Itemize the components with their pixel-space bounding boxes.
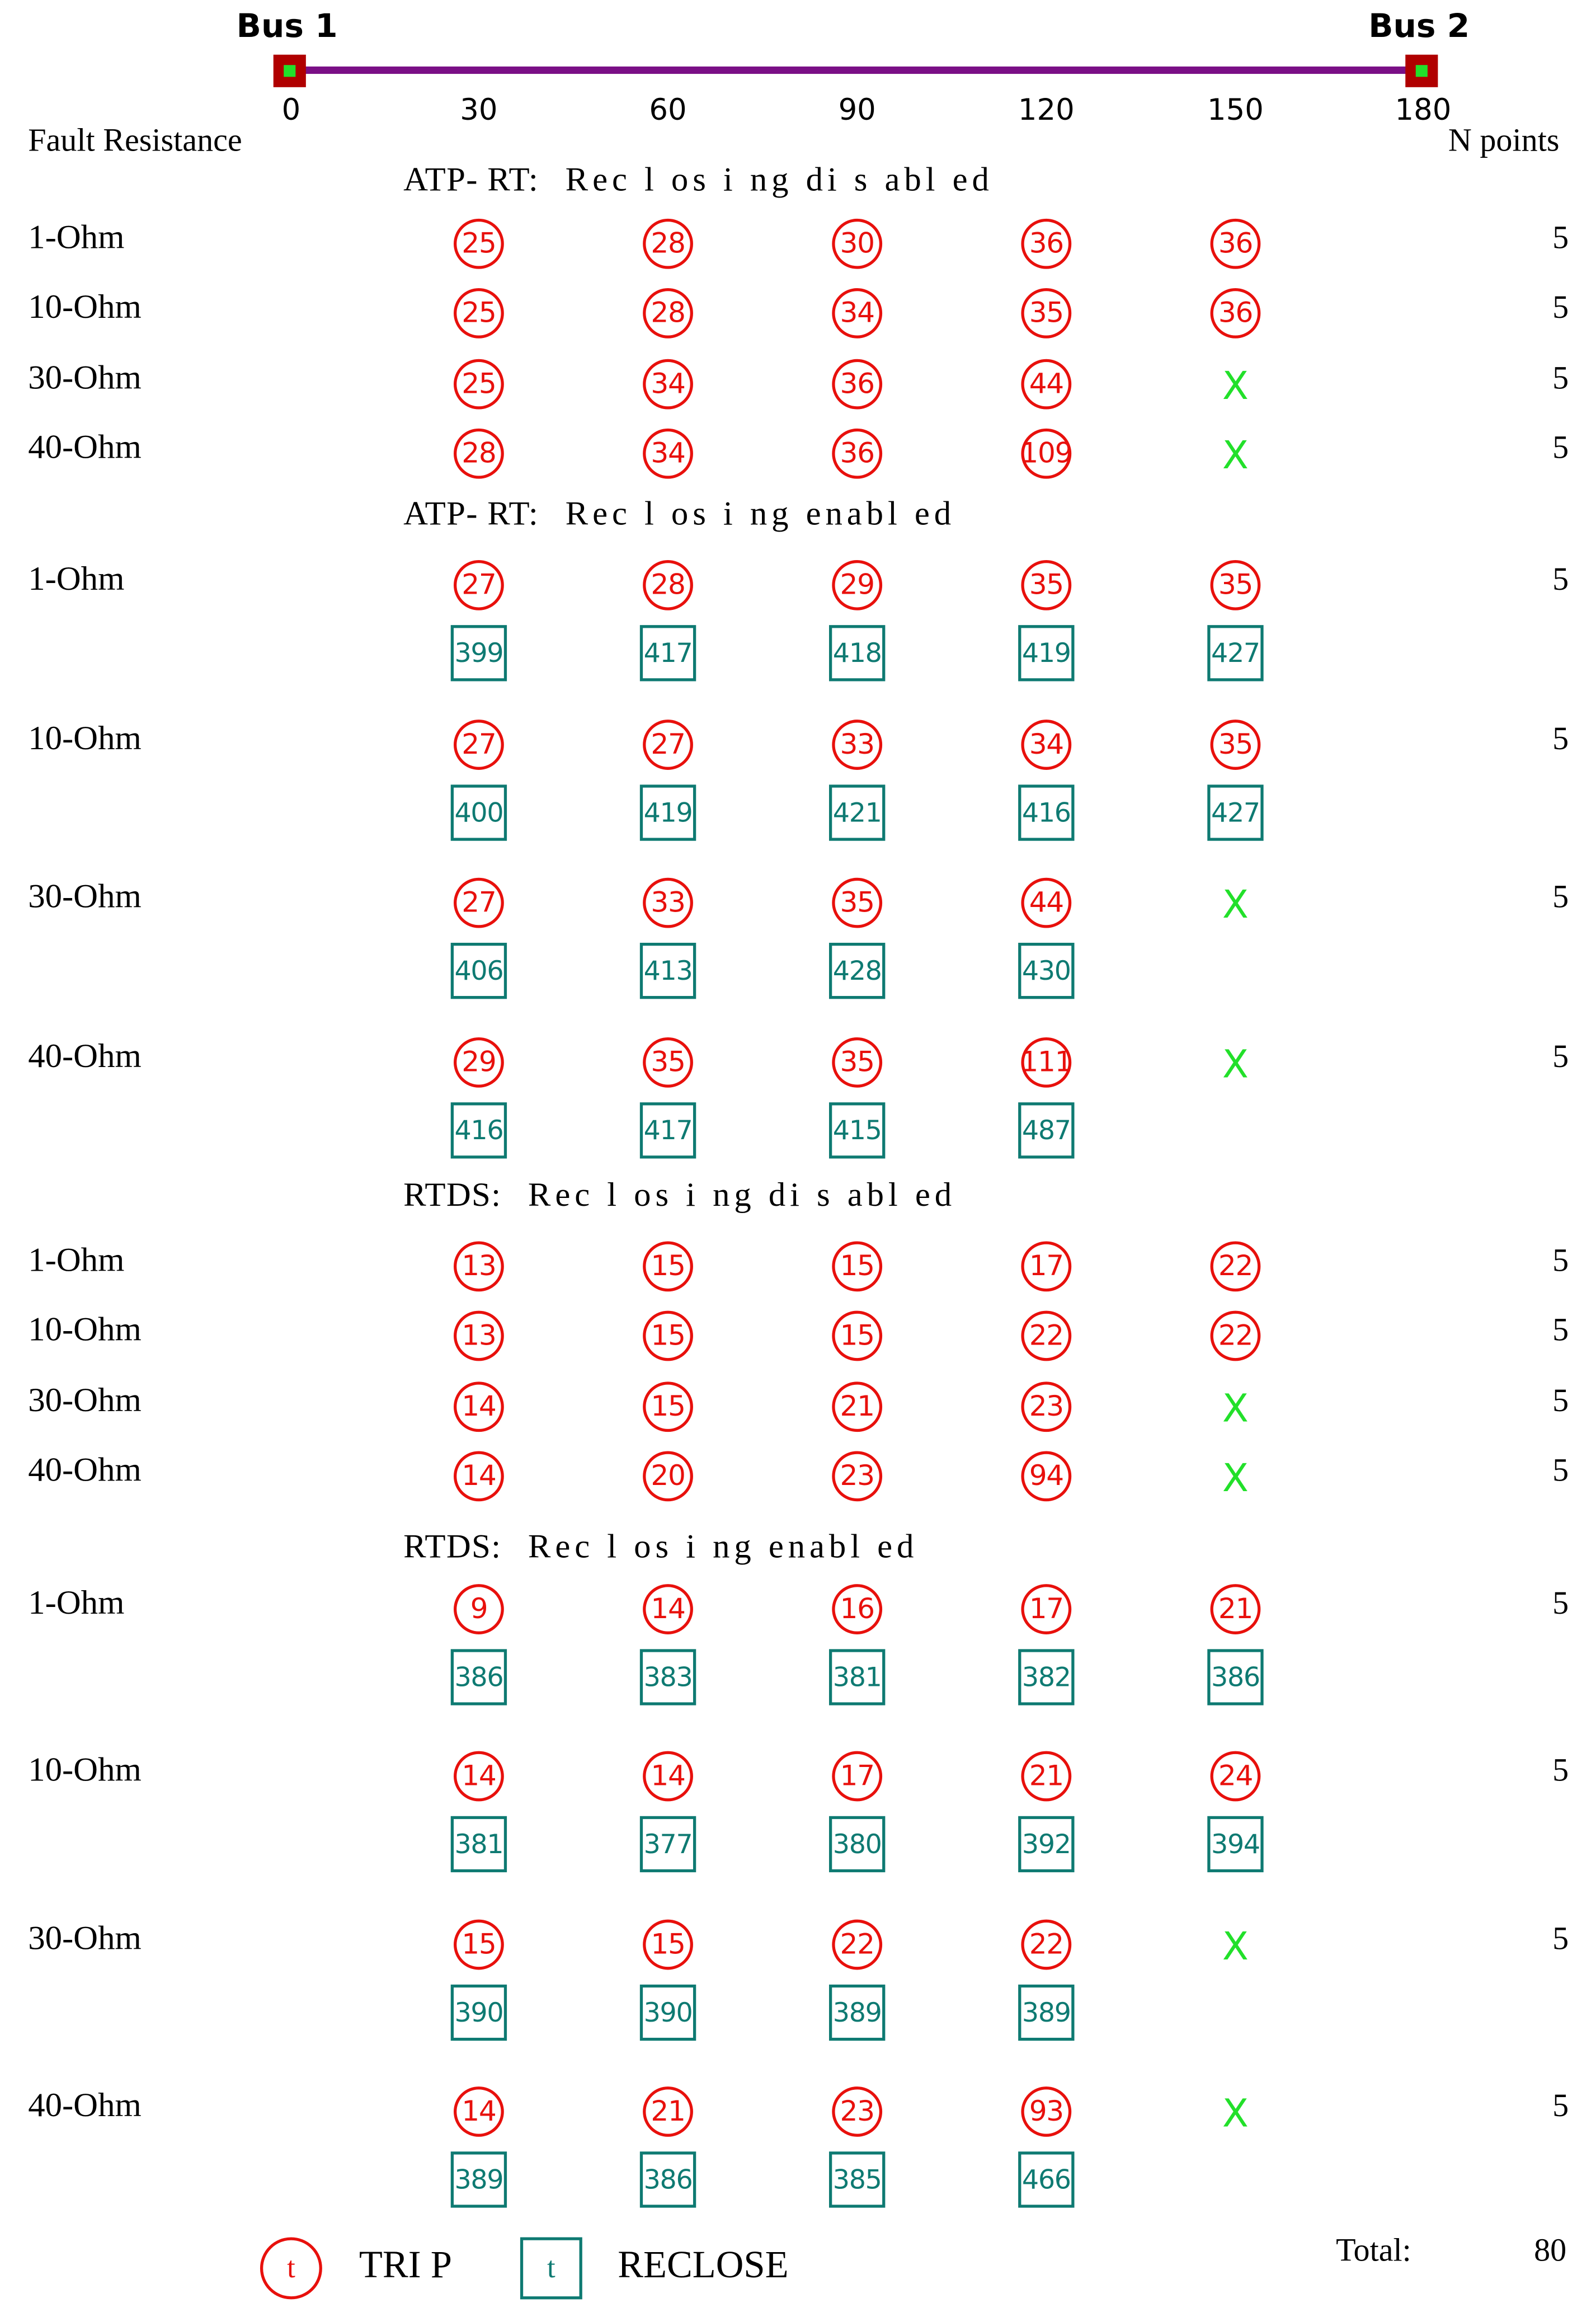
reclose-time-marker: 416 [451, 1102, 507, 1158]
trip-time-marker: 21 [1021, 1751, 1071, 1802]
trip-time-marker: 27 [454, 560, 504, 610]
section-title-words: Rec l os i ng enabl ed [565, 495, 956, 532]
no-trip-mark: X [1222, 365, 1249, 410]
trip-time-marker: 28 [643, 560, 693, 610]
reclose-time-marker: 389 [1018, 1985, 1074, 2041]
position-tick: 60 [649, 91, 687, 128]
reclose-time-marker: 415 [829, 1102, 885, 1158]
trip-time-marker: 94 [1021, 1451, 1071, 1501]
n-points-value: 5 [1552, 1381, 1569, 1419]
reclose-time-marker: 386 [640, 2151, 696, 2207]
trip-time-marker: 22 [1211, 1241, 1261, 1291]
reclose-time-marker: 419 [640, 784, 696, 840]
section-title [403, 1528, 918, 1567]
trip-time-marker: 23 [832, 2086, 882, 2137]
trip-time-marker: 25 [454, 288, 504, 339]
position-tick: 90 [838, 91, 876, 128]
n-points-value: 5 [1552, 428, 1569, 466]
trip-time-marker: 35 [1211, 560, 1261, 610]
trip-time-marker: 13 [454, 1241, 504, 1291]
fault-resistance-label: 10-Ohm [28, 1751, 142, 1788]
fault-resistance-label: 1-Ohm [28, 1584, 125, 1622]
trip-time-marker: 44 [1021, 359, 1071, 410]
section-title-prefix: RTDS: [403, 1528, 502, 1565]
no-trip-mark: X [1222, 1925, 1249, 1970]
trip-time-marker: 36 [1211, 288, 1261, 339]
fault-resistance-label: 40-Ohm [28, 1037, 142, 1075]
trip-time-marker: 23 [832, 1451, 882, 1501]
trip-time-marker: 22 [832, 1920, 882, 1970]
section-title-prefix: ATP- RT: [403, 161, 539, 198]
n-points-value: 5 [1552, 877, 1569, 915]
legend-reclose-label: RECLOSE [618, 2243, 789, 2286]
position-tick: 30 [460, 91, 498, 128]
trip-time-marker: 27 [643, 720, 693, 770]
section-title [403, 1176, 956, 1215]
trip-time-marker: 111 [1021, 1037, 1071, 1088]
trip-time-marker: 20 [643, 1451, 693, 1501]
trip-time-marker: 16 [832, 1584, 882, 1634]
reclose-time-marker: 417 [640, 625, 696, 681]
trip-time-marker: 29 [832, 560, 882, 610]
trip-time-marker: 17 [1021, 1584, 1071, 1634]
trip-time-marker: 25 [454, 359, 504, 410]
section-title-prefix: ATP- RT: [403, 495, 539, 532]
trip-time-marker: 35 [832, 878, 882, 928]
position-tick: 0 [281, 91, 301, 128]
fault-resistance-label: 40-Ohm [28, 2086, 142, 2124]
legend-reclose-symbol: t [520, 2237, 582, 2299]
reclose-time-marker: 381 [451, 1816, 507, 1872]
fault-resistance-label: 30-Ohm [28, 1919, 142, 1957]
trip-time-marker: 15 [832, 1241, 882, 1291]
n-points-value: 5 [1552, 2086, 1569, 2124]
reclose-time-marker: 392 [1018, 1816, 1074, 1872]
trip-time-marker: 23 [1021, 1381, 1071, 1432]
reclose-time-marker: 381 [829, 1649, 885, 1705]
fault-resistance-header: Fault Resistance [28, 121, 242, 158]
trip-time-marker: 35 [1021, 560, 1071, 610]
reclose-time-marker: 386 [1207, 1649, 1263, 1705]
n-points-value: 5 [1552, 1037, 1569, 1075]
n-points-value: 5 [1552, 1584, 1569, 1622]
position-tick: 150 [1207, 91, 1264, 128]
trip-time-marker: 35 [643, 1037, 693, 1088]
trip-time-marker: 44 [1021, 878, 1071, 928]
reclose-time-marker: 383 [640, 1649, 696, 1705]
trip-time-marker: 34 [643, 429, 693, 479]
n-points-value: 5 [1552, 1310, 1569, 1348]
trip-time-marker: 14 [454, 1381, 504, 1432]
reclose-time-marker: 419 [1018, 625, 1074, 681]
trip-time-marker: 36 [1021, 219, 1071, 269]
section-title [403, 161, 994, 200]
trip-time-marker: 17 [1021, 1241, 1071, 1291]
n-points-value: 5 [1552, 1451, 1569, 1488]
trip-time-marker: 24 [1211, 1751, 1261, 1802]
trip-time-marker: 17 [832, 1751, 882, 1802]
bus-2-label: Bus 2 [1368, 8, 1470, 46]
trip-time-marker: 9 [454, 1584, 504, 1634]
n-points-header: N points [1448, 121, 1560, 158]
trip-time-marker: 34 [1021, 720, 1071, 770]
legend-trip-symbol: t [260, 2237, 322, 2299]
trip-time-marker: 14 [643, 1584, 693, 1634]
trip-time-marker: 21 [832, 1381, 882, 1432]
trip-time-marker: 27 [454, 720, 504, 770]
reclose-time-marker: 389 [829, 1985, 885, 2041]
fault-resistance-label: 30-Ohm [28, 359, 142, 396]
reclose-time-marker: 390 [640, 1985, 696, 2041]
trip-time-marker: 93 [1021, 2086, 1071, 2137]
legend [0, 2231, 1596, 2317]
reclose-time-marker: 390 [451, 1985, 507, 2041]
transmission-line [290, 67, 1423, 74]
no-trip-mark: X [1222, 434, 1249, 479]
total-label: Total: [1336, 2231, 1411, 2268]
fault-resistance-label: 1-Ohm [28, 1241, 125, 1279]
n-points-value: 5 [1552, 288, 1569, 326]
reclose-time-marker: 406 [451, 943, 507, 999]
trip-time-marker: 25 [454, 219, 504, 269]
trip-time-marker: 15 [643, 1381, 693, 1432]
position-tick: 120 [1018, 91, 1075, 128]
trip-time-marker: 34 [643, 359, 693, 410]
reclose-time-marker: 417 [640, 1102, 696, 1158]
trip-time-marker: 15 [643, 1311, 693, 1361]
trip-time-marker: 35 [1021, 288, 1071, 339]
legend-trip-label: TRI P [359, 2243, 452, 2286]
trip-time-marker: 34 [832, 288, 882, 339]
section-title-words: Rec l os i ng di s abl ed [528, 1176, 957, 1214]
bus-2-node [1405, 55, 1438, 87]
fault-resistance-label: 10-Ohm [28, 1310, 142, 1348]
trip-time-marker: 22 [1021, 1920, 1071, 1970]
no-trip-mark: X [1222, 2092, 1249, 2137]
bus-1-node [274, 55, 306, 87]
n-points-value: 5 [1552, 1751, 1569, 1788]
fault-resistance-label: 40-Ohm [28, 1451, 142, 1488]
reclose-time-marker: 421 [829, 784, 885, 840]
reclose-time-marker: 430 [1018, 943, 1074, 999]
trip-time-marker: 15 [643, 1241, 693, 1291]
trip-time-marker: 21 [643, 2086, 693, 2137]
trip-time-marker: 14 [454, 1751, 504, 1802]
trip-time-marker: 35 [832, 1037, 882, 1088]
fault-resistance-label: 1-Ohm [28, 218, 125, 256]
reclose-time-marker: 394 [1207, 1816, 1263, 1872]
bus-1-label: Bus 1 [236, 8, 338, 46]
reclose-time-marker: 466 [1018, 2151, 1074, 2207]
section-title-words: Rec l os i ng enabl ed [528, 1528, 919, 1565]
trip-time-marker: 14 [454, 2086, 504, 2137]
trip-time-marker: 28 [643, 288, 693, 339]
reclose-time-marker: 487 [1018, 1102, 1074, 1158]
trip-time-marker: 27 [454, 878, 504, 928]
n-points-value: 5 [1552, 218, 1569, 256]
fault-resistance-label: 10-Ohm [28, 288, 142, 326]
trip-time-marker: 109 [1021, 429, 1071, 479]
trip-time-marker: 36 [832, 359, 882, 410]
no-trip-mark: X [1222, 1387, 1249, 1432]
no-trip-mark: X [1222, 1457, 1249, 1502]
trip-time-marker: 33 [643, 878, 693, 928]
reclose-time-marker: 386 [451, 1649, 507, 1705]
no-trip-mark: X [1222, 1043, 1249, 1088]
trip-time-marker: 36 [1211, 219, 1261, 269]
position-tick: 180 [1395, 91, 1452, 128]
fault-resistance-label: 10-Ohm [28, 720, 142, 757]
trip-time-marker: 35 [1211, 720, 1261, 770]
n-points-value: 5 [1552, 560, 1569, 597]
trip-time-marker: 15 [643, 1920, 693, 1970]
reclose-time-marker: 416 [1018, 784, 1074, 840]
reclose-time-marker: 427 [1207, 625, 1263, 681]
trip-time-marker: 21 [1211, 1584, 1261, 1634]
trip-time-marker: 13 [454, 1311, 504, 1361]
reclose-time-marker: 428 [829, 943, 885, 999]
trip-time-marker: 29 [454, 1037, 504, 1088]
section-title-prefix: RTDS: [403, 1176, 502, 1214]
reclose-time-marker: 380 [829, 1816, 885, 1872]
trip-time-marker: 22 [1211, 1311, 1261, 1361]
reclose-time-marker: 382 [1018, 1649, 1074, 1705]
n-points-value: 5 [1552, 720, 1569, 757]
trip-time-marker: 28 [643, 219, 693, 269]
total-value: 80 [1534, 2231, 1567, 2268]
trip-time-marker: 28 [454, 429, 504, 479]
fault-resistance-label: 30-Ohm [28, 877, 142, 915]
trip-time-marker: 15 [454, 1920, 504, 1970]
trip-time-marker: 14 [643, 1751, 693, 1802]
reclose-time-marker: 427 [1207, 784, 1263, 840]
trip-time-marker: 36 [832, 429, 882, 479]
reclose-time-marker: 377 [640, 1816, 696, 1872]
section-title [403, 495, 955, 534]
reclose-time-marker: 418 [829, 625, 885, 681]
reclose-time-marker: 413 [640, 943, 696, 999]
trip-time-marker: 14 [454, 1451, 504, 1501]
section-title-words: Rec l os i ng di s abl ed [565, 161, 994, 198]
trip-time-marker: 33 [832, 720, 882, 770]
reclose-time-marker: 385 [829, 2151, 885, 2207]
fault-resistance-label: 1-Ohm [28, 560, 125, 597]
n-points-value: 5 [1552, 1919, 1569, 1957]
n-points-value: 5 [1552, 1241, 1569, 1279]
reclose-time-marker: 400 [451, 784, 507, 840]
trip-time-marker: 15 [832, 1311, 882, 1361]
reclose-time-marker: 389 [451, 2151, 507, 2207]
trip-time-marker: 22 [1021, 1311, 1071, 1361]
reclose-time-marker: 399 [451, 625, 507, 681]
n-points-value: 5 [1552, 359, 1569, 396]
fault-resistance-label: 30-Ohm [28, 1381, 142, 1419]
no-trip-mark: X [1222, 883, 1249, 928]
fault-resistance-label: 40-Ohm [28, 428, 142, 466]
trip-time-marker: 30 [832, 219, 882, 269]
